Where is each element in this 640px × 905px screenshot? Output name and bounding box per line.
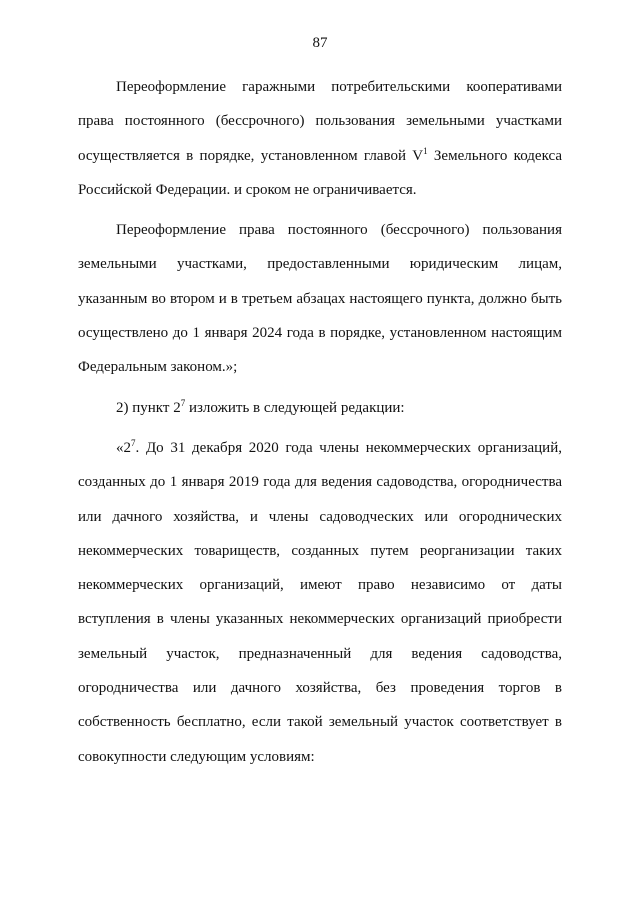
paragraph-item-2 — [78, 391, 562, 425]
paragraph-text: Переоформление гаражными потребительскими кооперативами права постоянного (бессрочного) пользования земельными участками осуществляется в порядке, установленном главой V — [78, 79, 562, 164]
paragraph-text: 2) пункт 2 — [116, 399, 181, 416]
paragraph-garage-cooperatives — [78, 70, 562, 207]
paragraph-new-wording — [78, 431, 562, 774]
superscript: 7 — [180, 397, 186, 408]
superscript: 7 — [131, 437, 136, 448]
paragraph-text: Земельного кодекса Российской Федерации. и сроком не ограничивается. — [78, 147, 562, 198]
paragraph-text: . До 31 декабря 2020 года члены некоммерческих организаций, созданных до 1 января 2019 года для ведения садоводства, огородничества или дачного хозяйства, и члены садоводческих или огороднических некоммерческих товариществ, созданных путем реорганизации таких некоммерческих организаций, имеют право независимо от даты вступления в члены указанных некоммерческих организаций приобрести земельный участок, предназначенный для ведения садоводства, огородничества или дачного хозяйства, без проведения торгов в собственность бесплатно, если такой земельный участок соответствует в совокупности следующим условиям: — [78, 439, 562, 765]
paragraph-text: изложить в следующей редакции: — [185, 399, 405, 416]
document-body — [78, 70, 562, 780]
paragraph-legal-entities: Переоформление права постоянного (бессрочного) пользования земельными участками, предоставленными юридическим лицам, указанным во втором и в третьем абзацах настоящего пункта, должно быть осуществлено до 1 января 2024 года в порядке, установленном настоящим Федеральным законом.»; — [78, 222, 562, 376]
paragraph-text: «2 — [116, 439, 131, 456]
superscript: 1 — [423, 145, 428, 156]
page-number: 87 — [312, 35, 328, 51]
